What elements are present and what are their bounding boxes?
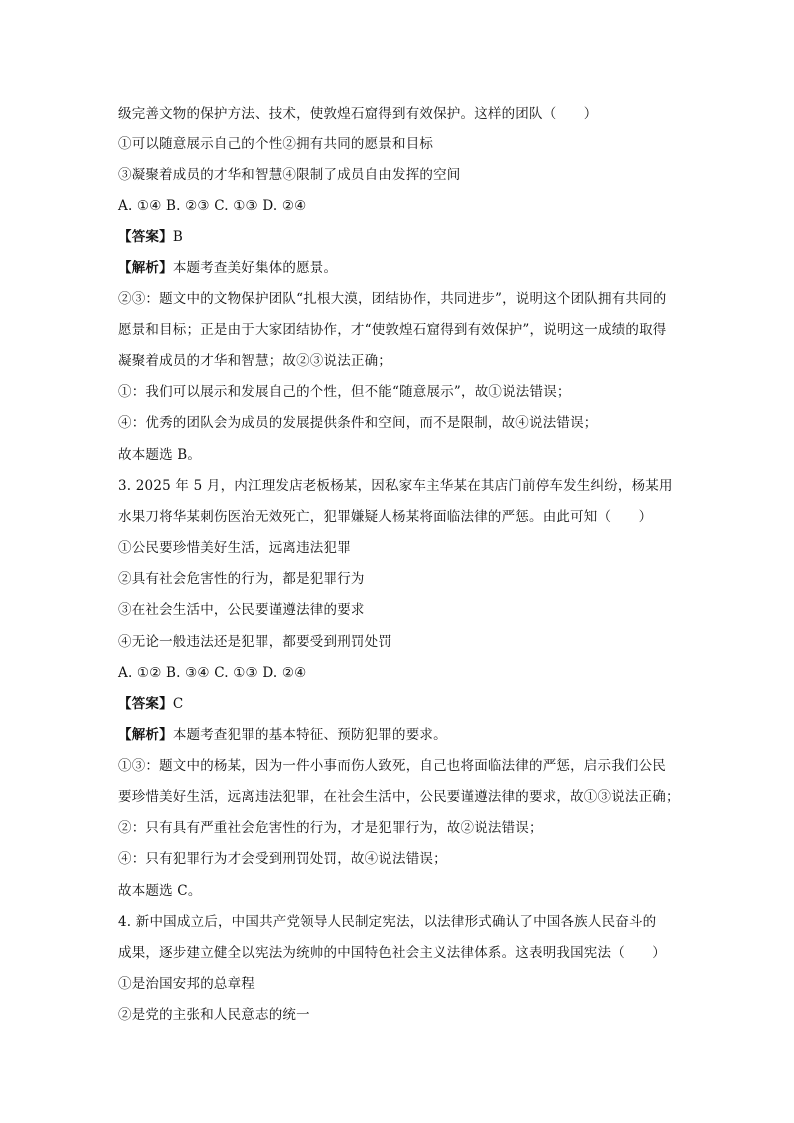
text-line (118, 632, 678, 652)
line-text: ①③：题文中的杨某，因为一件小事而伤人致死，自己也将面临法律的严惩，启示我们公民 (118, 758, 666, 774)
line-text: A. ①② B. ③④ C. ①③ D. ②④ (118, 665, 307, 681)
line-text: 本题考查犯罪的基本特征、预防犯罪的要求。 (172, 727, 447, 743)
text-line (118, 320, 678, 340)
text-line (118, 569, 678, 589)
line-text: ①是治国安邦的总章程 (118, 976, 255, 992)
line-text: ①可以随意展示自己的个性②拥有共同的愿景和目标 (118, 136, 434, 152)
line-text: 故本题选 B。 (118, 447, 202, 463)
text-line (118, 600, 678, 620)
text-line (118, 974, 678, 994)
text-line (118, 943, 678, 963)
text-line (118, 818, 678, 838)
line-text: ②具有社会危害性的行为，都是犯罪行为 (118, 571, 365, 587)
line-text: 要珍惜美好生活，远离违法犯罪，在社会生活中，公民要谨遵法律的要求，故①③说法正确； (118, 789, 680, 805)
section-tag: 【答案】 (118, 696, 173, 712)
text-line (118, 756, 678, 776)
text-line (118, 694, 678, 714)
line-text: 本题考查美好集体的愿景。 (172, 260, 338, 276)
text-line (118, 165, 678, 185)
line-text: ②是党的主张和人民意志的统一 (118, 1007, 310, 1023)
line-text: ①：我们可以展示和发展自己的个性，但不能“随意展示”，故①说法错误； (118, 384, 571, 400)
line-text: ③在社会生活中，公民要谨遵法律的要求 (118, 602, 365, 618)
text-line (118, 289, 678, 309)
text-line (118, 849, 678, 869)
text-line (118, 663, 678, 683)
text-line (118, 538, 678, 558)
line-text: ②：只有具有严重社会危害性的行为，才是犯罪行为，故②说法错误； (118, 820, 543, 836)
line-text: 4. 新中国成立后，中国共产党领导人民制定宪法，以法律形式确认了中国各族人民奋斗的 (118, 914, 657, 930)
line-text: 愿景和目标；正是由于大家团结协作，才“使敦煌石窟得到有效保护”，说明这一成绩的取得 (118, 322, 667, 338)
line-text: 3. 2025 年 5 月，内江理发店老板杨某，因私家车主华某在其店门前停车发生纠纷，杨某用 (118, 478, 673, 494)
line-text: 级完善文物的保护方法、技术，使敦煌石窟得到有效保护。这样的团队（ ） (118, 106, 598, 122)
line-text: 成果，逐步建立健全以宪法为统帅的中国特色社会主义法律体系。这表明我国宪法（ ） (118, 945, 666, 961)
line-text: ④：只有犯罪行为才会受到刑罚处罚，故④说法错误； (118, 851, 447, 867)
line-text: A. ①④ B. ②③ C. ①③ D. ②④ (118, 198, 307, 214)
text-line (118, 912, 678, 932)
text-line (118, 725, 678, 745)
line-text: ①公民要珍惜美好生活，远离违法犯罪 (118, 540, 351, 556)
text-line (118, 258, 678, 278)
text-line (118, 413, 678, 433)
text-line (118, 476, 678, 496)
section-tag: 【解析】 (118, 260, 173, 276)
text-line (118, 104, 678, 124)
text-line (118, 134, 678, 154)
line-text: B (172, 229, 183, 245)
line-text: C (172, 696, 184, 712)
line-text: 水果刀将华某刺伤医治无效死亡，犯罪嫌疑人杨某将面临法律的严惩。由此可知（ ） (118, 509, 653, 525)
section-tag: 【答案】 (118, 229, 173, 245)
text-line (118, 351, 678, 371)
line-text: ④：优秀的团队会为成员的发展提供条件和空间，而不是限制，故④说法错误； (118, 415, 598, 431)
line-text: ④无论一般违法还是犯罪，都要受到刑罚处罚 (118, 634, 392, 650)
line-text: ②③：题文中的文物保护团队“扎根大漠，团结协作，共同进步”，说明这个团队拥有共同的 (118, 291, 667, 307)
text-line (118, 227, 678, 247)
text-line (118, 787, 678, 807)
text-line (118, 881, 678, 901)
line-text: 故本题选 C。 (118, 883, 202, 899)
section-tag: 【解析】 (118, 727, 173, 743)
text-line (118, 1005, 678, 1025)
text-line (118, 507, 678, 527)
text-line (118, 445, 678, 465)
line-text: 凝聚着成员的才华和智慧；故②③说法正确； (118, 353, 392, 369)
text-line (118, 382, 678, 402)
line-text: ③凝聚着成员的才华和智慧④限制了成员自由发挥的空间 (118, 167, 461, 183)
text-line (118, 196, 678, 216)
